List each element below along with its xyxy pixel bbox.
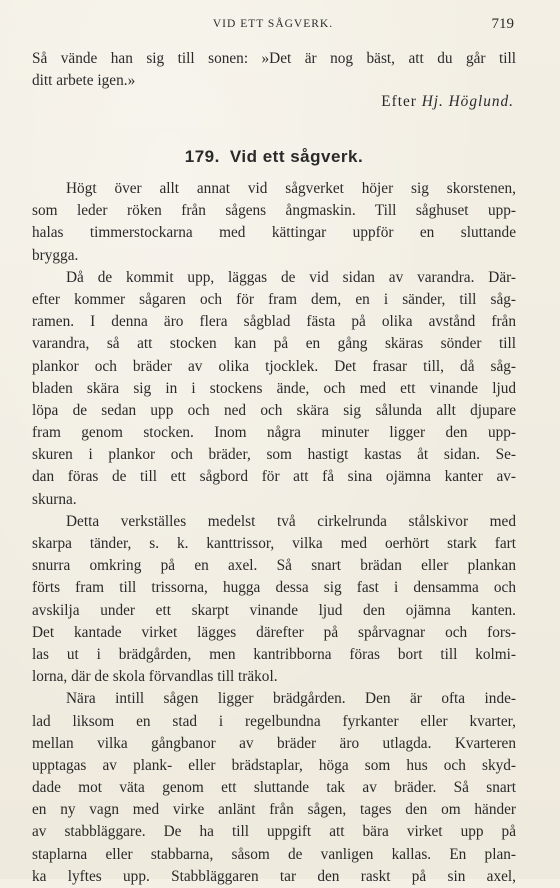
section-body <box>32 178 516 888</box>
section-heading <box>32 147 516 167</box>
body-line: Nära intill sågen ligger brädgården. Den är ofta inde- <box>66 690 516 708</box>
body-line: förts fram till trissorna, hugga dessa sig fast i densamma och <box>32 579 516 597</box>
previous-section-ending <box>32 48 516 92</box>
body-line: Det kantade virket lägges därefter på spårvagnar och fors- <box>32 623 516 641</box>
body-line: dade mot väta genom ett sluttande tak av bräder. Så snart <box>32 779 516 797</box>
section-number: 179. <box>184 147 220 166</box>
attribution-prefix: Efter <box>381 93 417 110</box>
body-line: av stabbläggare. De ha till uppgift att bära virket upp på <box>32 823 516 841</box>
text-line: ditt arbete igen.» <box>32 72 136 90</box>
body-line: varandra, så att stocken kan på en gång skäras sönder till <box>32 335 516 353</box>
body-line: snurra omkring på en axel. Så snart brädan eller plankan <box>32 557 516 575</box>
running-title: VID ETT SÅGVERK. <box>212 18 334 30</box>
body-line: avskilja under ett skarpt vinande ljud den ojämna kanten. <box>32 601 516 619</box>
attribution <box>381 93 514 111</box>
body-line: plankor och bräder av olika tjocklek. Det frasar till, då såg- <box>32 357 516 375</box>
body-line: Detta verkställes medelst två cirkelrunda stålskivor med <box>66 512 516 530</box>
attribution-author: Hj. Höglund. <box>421 93 514 110</box>
body-line: som leder röken från sågens ångmaskin. Till såghuset upp- <box>32 202 516 220</box>
body-line: ramen. I denna äro flera sågblad fästa på olika avstånd från <box>32 313 516 331</box>
body-line: Då de kommit upp, läggas de vid sidan av varandra. Där- <box>66 268 516 286</box>
section-title: Vid ett sågverk. <box>229 147 364 166</box>
body-line: lad liksom en stad i regelbundna fyrkanter eller kvarter, <box>32 712 516 730</box>
text-line: Så vände han sig till sonen: »Det är nog bäst, att du går till <box>32 50 516 67</box>
body-line: löpa de sedan upp och ned och skära sig sålunda allt djupare <box>32 401 516 419</box>
body-line: skarpa tänder, s. k. kanttrissor, vilka med oerhört stark fart <box>32 535 516 552</box>
body-line: bladen skära sig in i stockens ände, och med ett vinande ljud <box>32 379 516 397</box>
body-line: fram genom stocken. Inom några minuter ligger den upp- <box>32 424 516 442</box>
body-line: las ut i brädgården, men kantribborna föras bort till kolmi- <box>32 645 516 663</box>
body-line: skurna. <box>32 490 77 508</box>
body-line: mellan vilka gångbanor av bräder äro utlagda. Kvarteren <box>32 734 516 752</box>
body-line: staplarna eller stabbarna, såsom de vanligen kallas. En plan- <box>32 845 516 863</box>
body-line: lorna, där de skola förvandlas till träkol. <box>32 668 278 686</box>
body-line: upptagas av plank- eller brädstaplar, höga som hus och skyd- <box>32 756 516 774</box>
body-line: efter kommer sågaren och för fram dem, en i sänder, till såg- <box>32 290 516 308</box>
body-line: dan föras de till ett sågbord för att få sina ojämna kanter av- <box>32 468 516 486</box>
body-line: en ny vagn med virke anlänt från sågen, tages den om händer <box>32 801 516 819</box>
body-line: ka lyftes upp. Stabbläggaren tar den raskt på sin axel, <box>32 867 516 885</box>
body-line: brygga. <box>32 246 79 264</box>
page-number: 719 <box>491 16 514 32</box>
body-line: skuren i plankor och bräder, som hastigt kastas åt sidan. Se- <box>32 446 516 464</box>
running-head <box>32 18 514 36</box>
body-line: halas timmerstockarna med kättingar uppför en sluttande <box>32 224 516 242</box>
body-line: Högt över allt annat vid sågverket höjer sig skorstenen, <box>66 180 516 197</box>
